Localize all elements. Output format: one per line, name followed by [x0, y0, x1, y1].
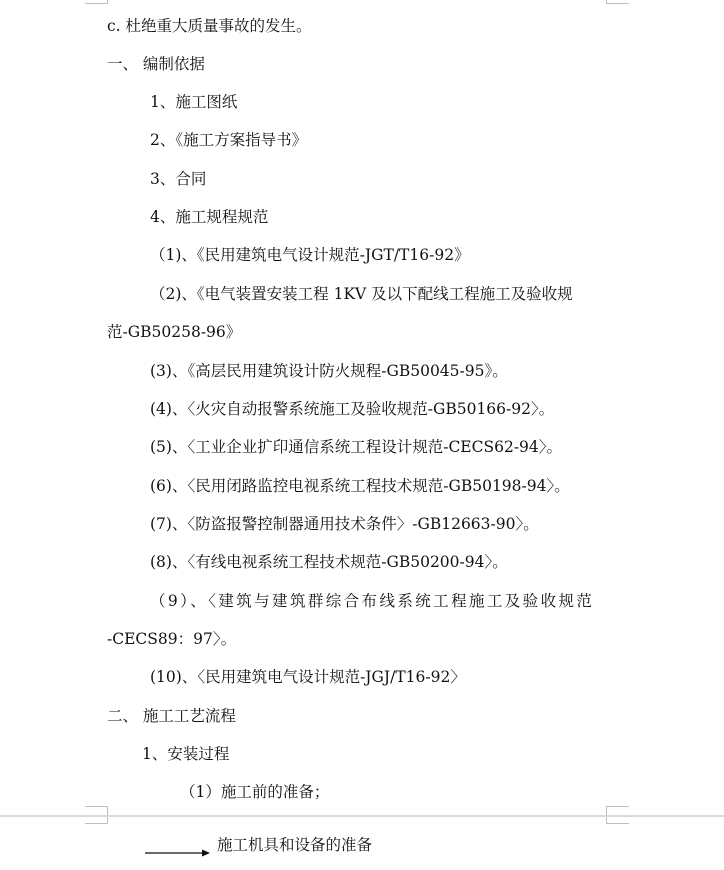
text-line: c. 杜绝重大质量事故的发生。: [107, 17, 312, 35]
section-heading: 一、 编制依据: [107, 55, 205, 73]
crop-mark-top-left: [85, 0, 108, 4]
list-item: （9）、〈建筑与建筑群综合布线系统工程施工及验收规范: [150, 592, 595, 610]
list-item: 1、安装过程: [142, 745, 230, 763]
list-item: 2、《施工方案指导书》: [150, 131, 308, 149]
list-item: 1、施工图纸: [150, 93, 238, 111]
list-item: (10)、〈民用建筑电气设计规范-JGJ/T16-92〉: [150, 668, 466, 686]
list-item: (7)、〈防盗报警控制器通用技术条件〉-GB12663-90〉。: [150, 515, 539, 533]
flow-step-label: 施工机具和设备的准备: [217, 836, 373, 854]
list-item: 3、合同: [150, 170, 207, 188]
list-item: (3)、《高层民用建筑设计防火规程-GB50045-95》。: [150, 362, 508, 380]
list-item-continuation: 范-GB50258-96》: [107, 323, 242, 341]
list-item: (4)、〈火灾自动报警系统施工及验收规范-GB50166-92〉。: [150, 400, 555, 418]
list-item-continuation: -CECS89：97〉。: [107, 630, 237, 648]
crop-mark-top-right: [606, 817, 629, 824]
list-item: （2)、《电气装置安装工程 1KV 及以下配线工程施工及验收规: [150, 285, 573, 303]
list-item: (8)、〈有线电视系统工程技术规范-GB50200-94〉。: [150, 553, 508, 571]
list-item: 4、施工规程规范: [150, 208, 269, 226]
crop-mark-top-right: [606, 0, 629, 4]
list-item: （1）施工前的准备；: [180, 783, 330, 801]
arrow-right-icon: [145, 848, 210, 858]
crop-mark-top-left: [85, 817, 108, 824]
list-item: (6)、〈民用闭路监控电视系统工程技术规范-GB50198-94〉。: [150, 477, 570, 495]
list-item: (5)、〈工业企业扩印通信系统工程设计规范-CECS62-94〉。: [150, 438, 563, 456]
list-item: （1)、《民用建筑电气设计规范-JGT/T16-92》: [150, 246, 470, 264]
section-heading: 二、 施工工艺流程: [107, 707, 236, 725]
